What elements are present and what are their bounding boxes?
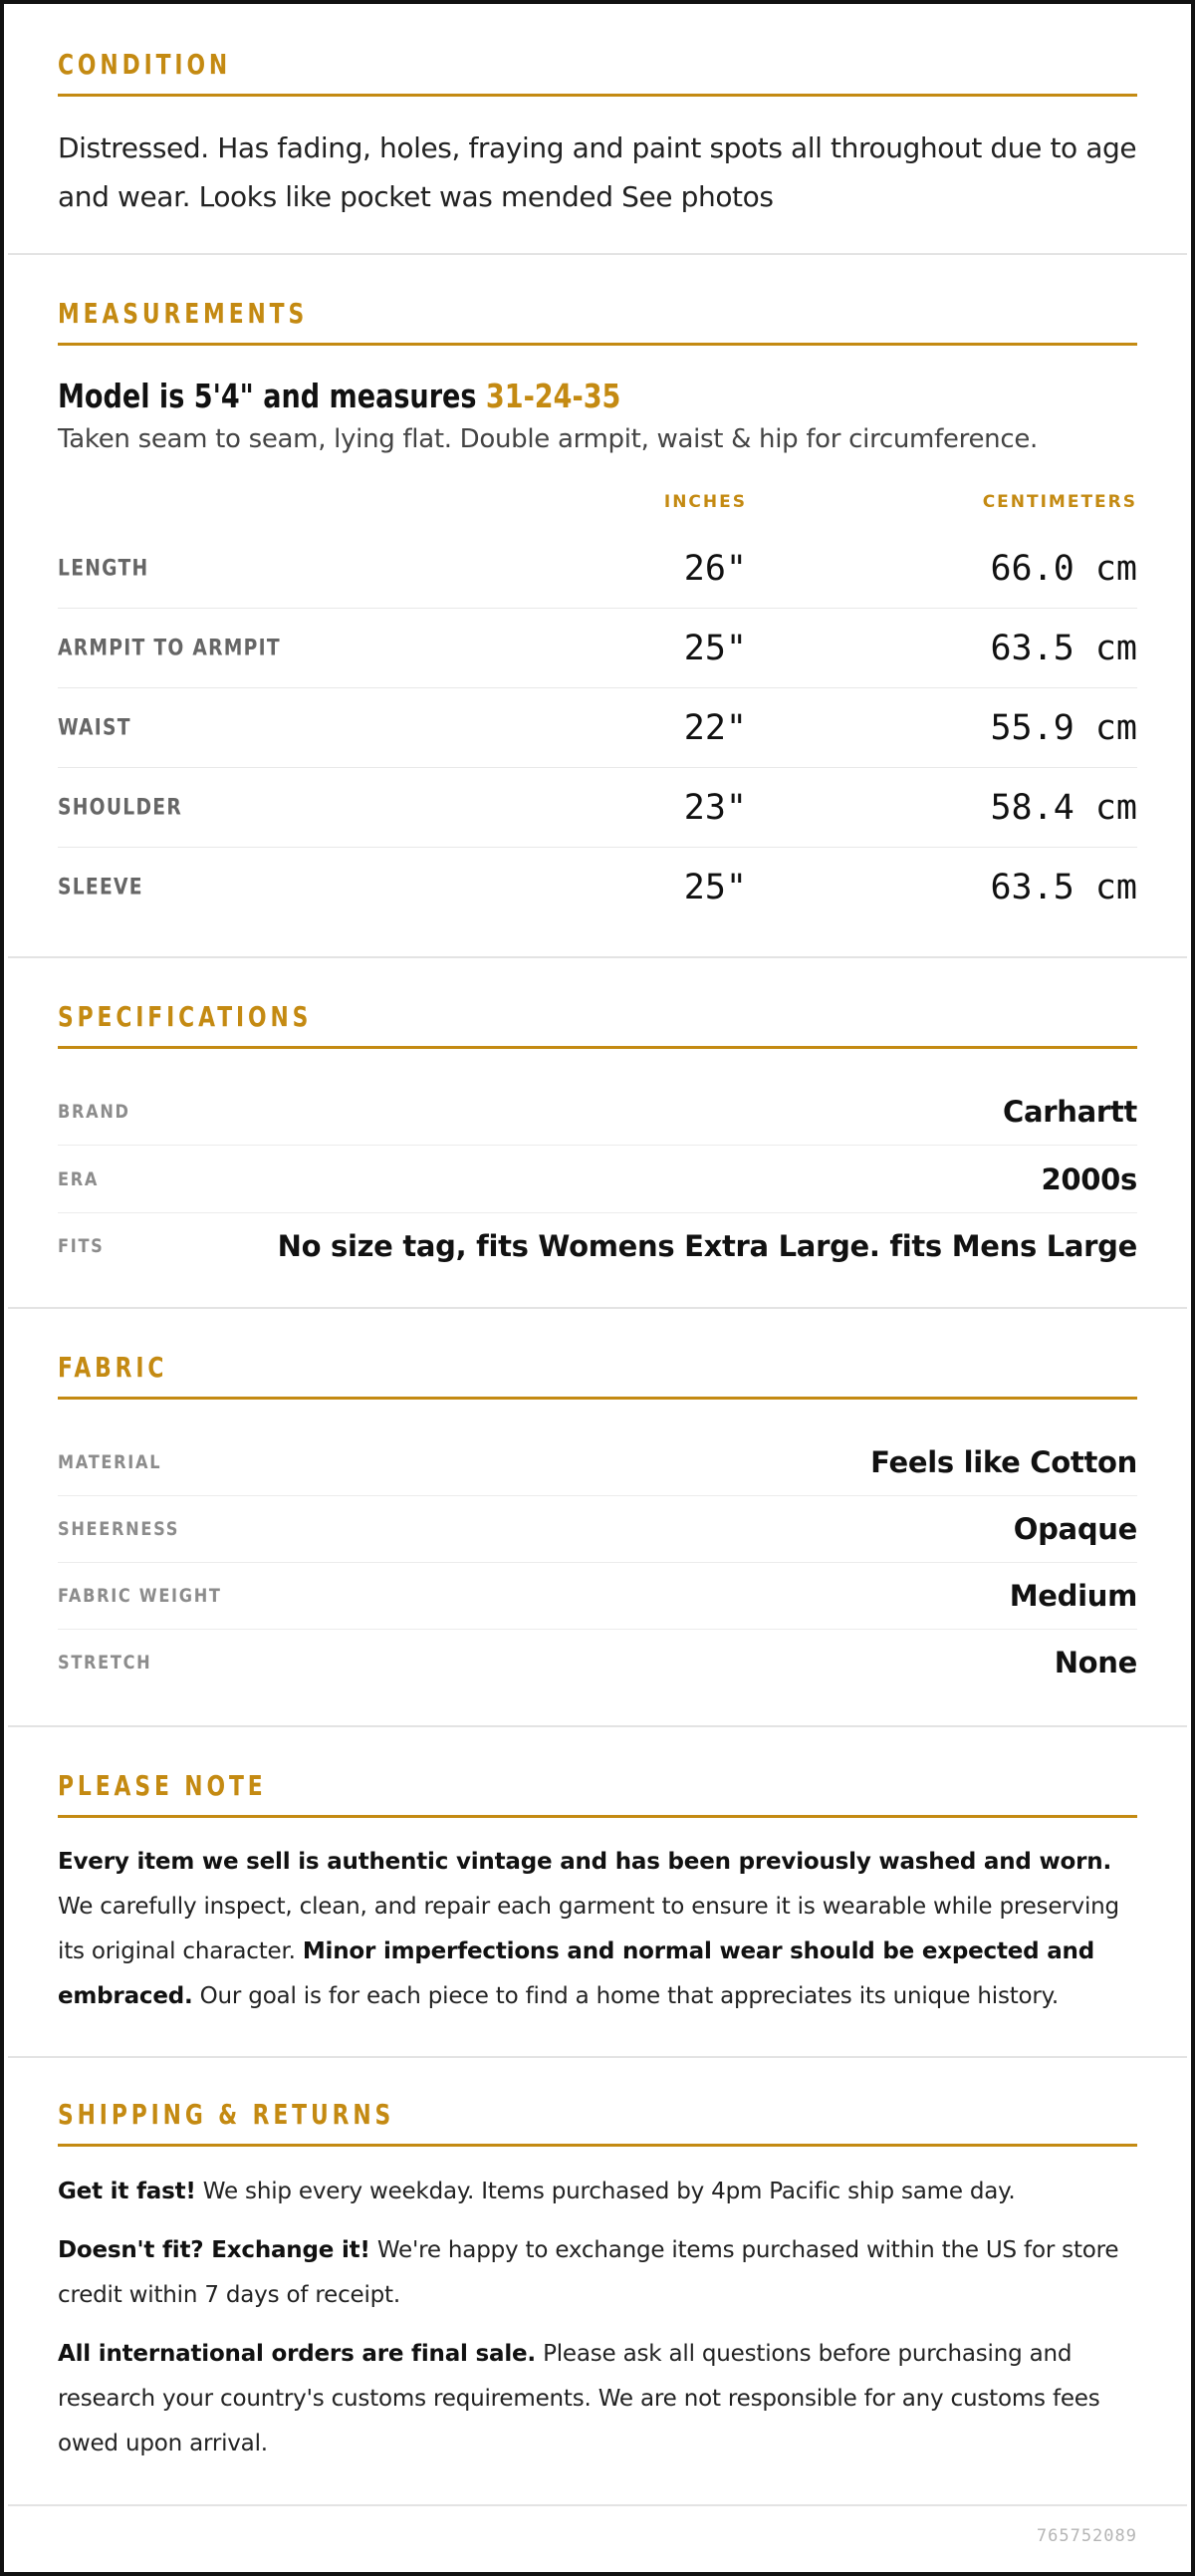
measurement-row bbox=[58, 609, 1137, 688]
fabric-row bbox=[58, 1562, 1137, 1630]
measurement-label: WAIST bbox=[58, 715, 131, 740]
spec-row bbox=[58, 1146, 1137, 1213]
measurements-rule bbox=[58, 343, 1137, 346]
fabric-label: FABRIC WEIGHT bbox=[58, 1584, 222, 1607]
measurement-label: LENGTH bbox=[58, 556, 149, 581]
condition-text: Distressed. Has fading, holes, fraying and paint spots all throughout due to age and wear. Looks like pocket was mended See photos bbox=[58, 131, 1137, 213]
shipping-paragraph bbox=[58, 2170, 1137, 2214]
spec-value: 2000s bbox=[1041, 1161, 1137, 1196]
measurement-cm: 63.5 cm bbox=[990, 867, 1137, 907]
spec-row bbox=[58, 1212, 1137, 1279]
measurement-inches: 23" bbox=[683, 787, 747, 828]
measurement-label: SLEEVE bbox=[58, 875, 143, 900]
measurement-label: SHOULDER bbox=[58, 795, 183, 820]
note-text-2: Our goal is for each piece to find a home that appreciates its unique history. bbox=[192, 1983, 1059, 2009]
international-text: Please ask all questions before purchasing and research your country's customs requirements. We are not responsible for any customs fees owed upon arrival. bbox=[58, 2341, 1100, 2456]
inches-column-header: INCHES bbox=[663, 492, 747, 512]
note-bold-1: Every item we sell is authentic vintage and has been previously washed and worn. bbox=[58, 1849, 1111, 1875]
exchange-bold: Doesn't fit? Exchange it! bbox=[58, 2237, 370, 2263]
spec-label: BRAND bbox=[58, 1100, 130, 1123]
exchange-text: We're happy to exchange items purchased within the US for store credit within 7 days of receipt. bbox=[58, 2237, 1119, 2308]
measurement-inches: 25" bbox=[683, 867, 747, 907]
exchange-paragraph bbox=[58, 2228, 1137, 2318]
note-bold-2: Minor imperfections and normal wear should be expected and embraced. bbox=[58, 1938, 1094, 2009]
fabric-heading: FABRIC bbox=[58, 1351, 168, 1384]
model-prefix: Model is 5'4" and measures bbox=[58, 377, 486, 415]
please-note-heading: PLEASE NOTE bbox=[58, 1769, 267, 1802]
model-measures: 31-24-35 bbox=[485, 377, 621, 415]
fabric-row bbox=[58, 1428, 1137, 1496]
fabric-section bbox=[8, 1309, 1187, 1727]
fabric-label: MATERIAL bbox=[58, 1450, 162, 1473]
spec-row bbox=[58, 1078, 1137, 1146]
measurement-cm: 55.9 cm bbox=[990, 707, 1137, 748]
shipping-bold: Get it fast! bbox=[58, 2179, 196, 2204]
measurement-cm: 66.0 cm bbox=[990, 548, 1137, 589]
please-note-text bbox=[58, 1840, 1137, 2019]
measurement-row bbox=[58, 529, 1137, 609]
measurements-section bbox=[8, 255, 1187, 958]
spec-value: No size tag, fits Womens Extra Large. fits Mens Large bbox=[277, 1228, 1137, 1263]
specifications-heading: SPECIFICATIONS bbox=[58, 1000, 313, 1033]
spec-label: ERA bbox=[58, 1167, 100, 1190]
measurement-row bbox=[58, 688, 1137, 768]
condition-heading: CONDITION bbox=[58, 48, 232, 81]
fabric-row bbox=[58, 1495, 1137, 1563]
international-bold: All international orders are final sale. bbox=[58, 2341, 536, 2367]
measurements-heading: MEASUREMENTS bbox=[58, 297, 309, 330]
fabric-value: Medium bbox=[1009, 1578, 1137, 1613]
measurement-inches: 26" bbox=[683, 548, 747, 589]
measurement-row bbox=[58, 768, 1137, 848]
fabric-label: STRETCH bbox=[58, 1651, 152, 1674]
shipping-heading: SHIPPING & RETURNS bbox=[58, 2098, 395, 2131]
measurement-note: Taken seam to seam, lying flat. Double armpit, waist & hip for circumference. bbox=[58, 424, 1038, 454]
spec-value: Carhartt bbox=[1003, 1094, 1137, 1129]
please-note-section bbox=[8, 1727, 1187, 2058]
measurement-cm: 58.4 cm bbox=[990, 787, 1137, 828]
shipping-rule bbox=[58, 2144, 1137, 2147]
centimeters-column-header: CENTIMETERS bbox=[982, 492, 1137, 512]
fabric-rule bbox=[58, 1397, 1137, 1400]
fabric-label: SHEERNESS bbox=[58, 1517, 180, 1540]
international-paragraph bbox=[58, 2332, 1137, 2466]
model-info bbox=[58, 377, 620, 415]
shipping-text: We ship every weekday. Items purchased by 4pm Pacific ship same day. bbox=[195, 2179, 1016, 2204]
measurement-inches: 25" bbox=[683, 628, 747, 668]
measurement-cm: 63.5 cm bbox=[990, 628, 1137, 668]
shipping-section bbox=[8, 2058, 1187, 2506]
fabric-row bbox=[58, 1629, 1137, 1695]
note-text-1: We carefully inspect, clean, and repair each garment to ensure it is wearable while preserving its original character. bbox=[58, 1894, 1119, 1964]
measurement-label: ARMPIT TO ARMPIT bbox=[58, 636, 281, 660]
specifications-section bbox=[8, 958, 1187, 1309]
spec-label: FITS bbox=[58, 1234, 105, 1257]
condition-rule bbox=[58, 94, 1137, 97]
fabric-value: Feels like Cotton bbox=[870, 1444, 1137, 1479]
measurement-row bbox=[58, 848, 1137, 926]
fabric-value: None bbox=[1054, 1645, 1137, 1679]
please-note-rule bbox=[58, 1815, 1137, 1818]
specifications-rule bbox=[58, 1046, 1137, 1049]
condition-section bbox=[8, 4, 1187, 255]
product-code: 765752089 bbox=[1036, 2526, 1137, 2546]
fabric-value: Opaque bbox=[1013, 1511, 1137, 1546]
measurement-inches: 22" bbox=[683, 707, 747, 748]
